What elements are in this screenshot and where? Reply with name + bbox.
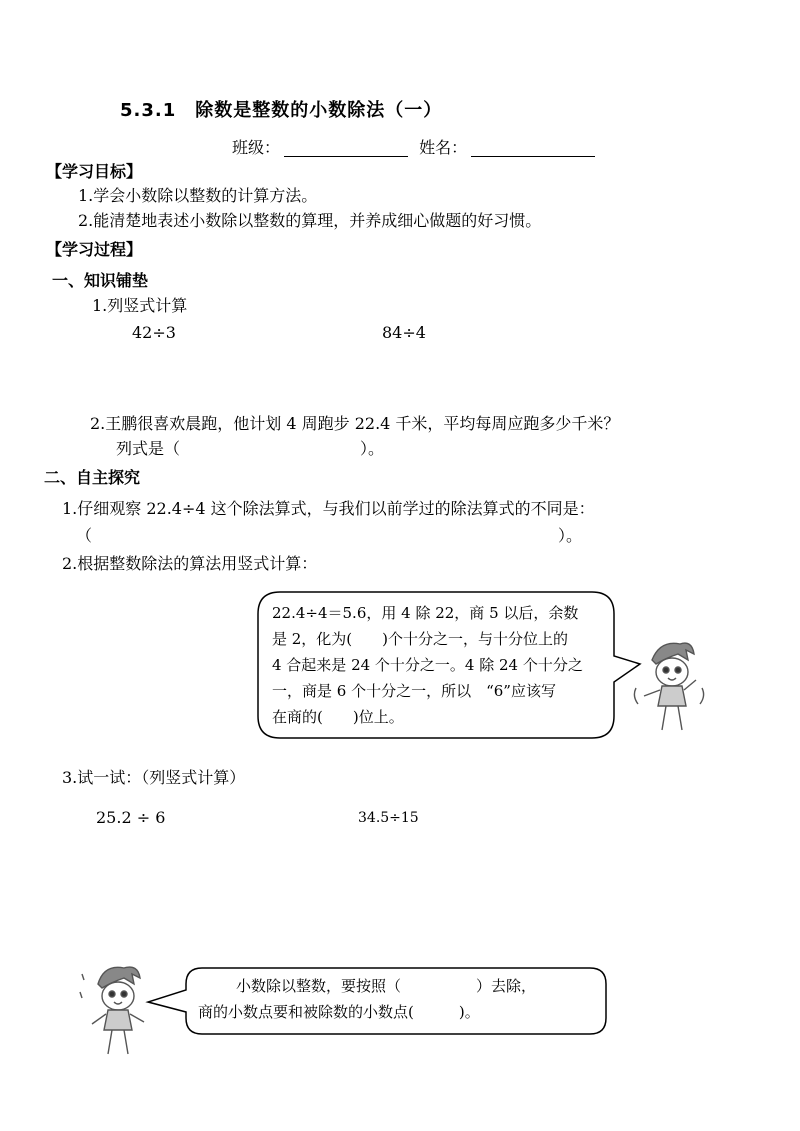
section2-q2-text: 2.根据整数除法的算法用竖式计算：	[62, 554, 318, 573]
bubble2-line: 小数除以整数，要按照（ ）去除，	[236, 977, 537, 995]
section2-q3-expr-a: 25.2 ÷ 6	[96, 808, 166, 827]
bubble1-line: 一，商是 6 个十分之一，所以 “6”应该写	[272, 682, 556, 700]
section2-heading: 二、自主探究	[44, 468, 141, 487]
speech-bubble-1-text	[272, 600, 612, 730]
bubble1-line: 22.4÷4＝5.6，用 4 除 22，商 5 以后，余数	[272, 604, 579, 622]
formula-end: ）。	[360, 439, 385, 458]
answer-close: ）。	[558, 526, 583, 545]
section1-q1-label: 1.列竖式计算	[92, 296, 188, 315]
section2-q3-expr-b: 34.5÷15	[358, 810, 419, 826]
name-label: 姓名：	[419, 138, 468, 157]
section2-q1-text: 1.仔细观察 22.4÷4 这个除法算式，与我们以前学过的除法算式的不同是：	[62, 499, 595, 518]
objective-item: 2.能清楚地表述小数除以整数的算理，并养成细心做题的好习惯。	[78, 211, 542, 230]
section1-q1-expr-b: 84÷4	[382, 323, 426, 342]
section2-q3-text: 3.试一试：（列竖式计算）	[62, 768, 246, 787]
class-label: 班级：	[232, 138, 281, 157]
section1-heading: 一、知识铺垫	[52, 271, 149, 290]
cartoon-girl-icon	[634, 643, 703, 730]
objectives-heading: 【学习目标】	[46, 162, 143, 181]
page-title: 5.3.1 除数是整数的小数除法（一）	[120, 100, 443, 121]
process-heading: 【学习过程】	[46, 240, 143, 259]
bubble1-line: 是 2，化为( )个十分之一，与十分位上的	[272, 630, 569, 648]
objective-item: 1.学会小数除以整数的计算方法。	[78, 186, 318, 205]
formula-start: 列式是（	[116, 439, 181, 458]
answer-open: （	[76, 526, 93, 545]
bubble1-line: 在商的( )位上。	[272, 708, 404, 726]
bubble1-line: 4 合起来是 24 个十分之一。4 除 24 个十分之	[272, 656, 583, 674]
speech-bubble-2-text	[198, 973, 604, 1025]
cartoon-girl-icon	[80, 967, 144, 1054]
section1-q1-expr-a: 42÷3	[132, 323, 176, 342]
section1-q2-text: 2.王鹏很喜欢晨跑，他计划 4 周跑步 22.4 千米，平均每周应跑多少千米？	[90, 414, 620, 433]
bubble2-line: 商的小数点要和被除数的小数点( )。	[198, 1003, 480, 1021]
